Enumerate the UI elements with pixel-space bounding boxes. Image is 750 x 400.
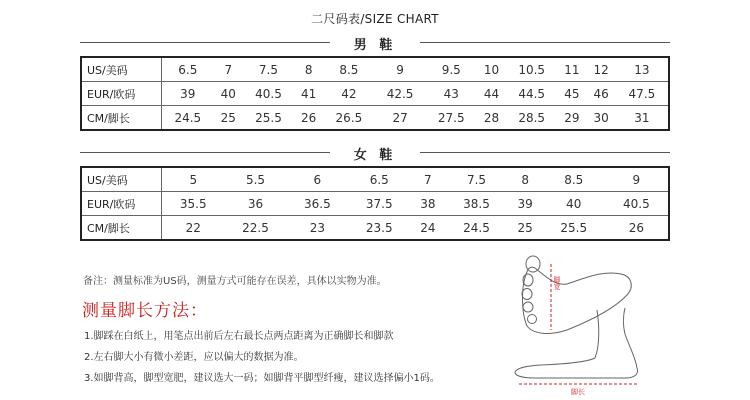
women-size-table (80, 166, 670, 241)
size-cell: 29 (564, 110, 580, 125)
women-heading-label: 女 鞋 (353, 148, 397, 163)
size-cell: 24.5 (463, 220, 490, 235)
measure-steps (84, 326, 440, 389)
size-cell: 25 (517, 220, 533, 235)
size-cell: 37.5 (348, 192, 410, 216)
men-heading-label: 男 鞋 (353, 38, 397, 53)
size-cell: 13 (616, 57, 669, 82)
size-cell: 8.5 (323, 57, 374, 82)
measure-method-title: 测量脚长方法： (82, 301, 208, 321)
size-cell: 42.5 (375, 82, 426, 106)
size-cell: 38 (410, 192, 445, 216)
size-cell: 25 (220, 110, 236, 125)
size-cell: 47.5 (616, 82, 669, 106)
size-cell: 8.5 (543, 167, 605, 192)
size-cell: 22.5 (242, 220, 269, 235)
size-cell: 23 (309, 220, 325, 235)
size-cell: 24 (420, 220, 436, 235)
size-cell: 9 (375, 57, 426, 82)
size-cell: 7.5 (243, 57, 294, 82)
size-cell: 8 (507, 167, 542, 192)
size-cell: 6.5 (162, 57, 214, 82)
step-item: 2.左右脚大小有微小差距，应以偏大的数据为准。 (84, 352, 304, 363)
women-size-row (81, 167, 669, 192)
size-cell: 44.5 (506, 82, 557, 106)
size-cell: 6 (286, 167, 348, 192)
row-header: EUR/欧码 (81, 82, 162, 106)
size-cell: 10 (477, 57, 506, 82)
size-cell: 36 (225, 192, 287, 216)
size-cell: 25.5 (255, 110, 282, 125)
size-cell: 44 (477, 82, 506, 106)
size-cell: 11 (557, 57, 586, 82)
women-size-row (81, 192, 669, 216)
size-cell: 26 (301, 110, 317, 125)
size-cell: 22 (185, 220, 201, 235)
size-cell: 40.5 (605, 192, 669, 216)
size-cell: 10.5 (506, 57, 557, 82)
size-cell: 23.5 (365, 220, 393, 235)
chart-title: 二尺码表/SIZE CHART (311, 12, 439, 26)
size-cell: 46 (587, 82, 616, 106)
step-item: 1.脚踩在白纸上，用笔点出前后左右最长点两点距离为正确脚长和脚款 (84, 331, 394, 342)
size-cell: 5 (162, 167, 225, 192)
size-cell: 9 (605, 167, 669, 192)
divider (420, 152, 670, 153)
size-cell: 30 (593, 110, 609, 125)
size-cell: 39 (162, 82, 214, 106)
size-cell: 40.5 (243, 82, 294, 106)
size-cell: 39 (507, 192, 542, 216)
size-cell: 28 (483, 110, 500, 125)
size-cell: 45 (557, 82, 586, 106)
size-cell: 27.5 (437, 110, 465, 125)
size-cell: 27 (392, 110, 408, 125)
length-label: 脚长 (571, 388, 585, 396)
women-section-heading (80, 144, 670, 163)
foot-measurement-diagram (505, 250, 665, 400)
size-cell: 28.5 (518, 110, 546, 125)
size-cell: 35.5 (162, 192, 225, 216)
width-label: 脚宽 (553, 276, 561, 290)
foot-side-view-icon (515, 308, 638, 378)
size-cell: 40 (214, 82, 243, 106)
row-header: US/美码 (81, 57, 162, 82)
size-cell: 43 (426, 82, 477, 106)
foot-top-view-icon (522, 256, 631, 333)
size-cell: 5.5 (225, 167, 287, 192)
size-cell: 8 (294, 57, 323, 82)
size-cell: 24.5 (174, 110, 202, 125)
size-cell: 6.5 (348, 167, 410, 192)
size-cell: 26.5 (335, 110, 363, 125)
size-cell: 38.5 (446, 192, 508, 216)
men-size-row (81, 57, 669, 82)
size-cell: 31 (634, 110, 650, 125)
size-cell: 7.5 (446, 167, 508, 192)
size-cell: 7 (410, 167, 445, 192)
row-header: US/美码 (81, 167, 162, 192)
size-cell: 12 (587, 57, 616, 82)
size-cell: 42 (323, 82, 374, 106)
size-cell: 25.5 (560, 220, 588, 235)
men-size-row (81, 82, 669, 106)
men-size-table (80, 56, 670, 131)
size-cell: 41 (294, 82, 323, 106)
men-section-heading (80, 34, 670, 53)
size-cell: 40 (543, 192, 605, 216)
size-cell: 7 (214, 57, 243, 82)
row-header: EUR/欧码 (81, 192, 162, 216)
men-size-row (81, 106, 669, 131)
size-cell: 26 (628, 220, 644, 235)
note-text: 备注：测量标准为US码，测量方式可能存在误差，具体以实物为准。 (83, 276, 387, 287)
size-cell: 36.5 (286, 192, 348, 216)
row-header: CM/脚长 (81, 106, 162, 131)
step-item: 3.如脚背高，脚型宽肥，建议选大一码；如脚背平脚型纤瘦，建议选择偏小1码。 (84, 373, 440, 384)
row-header: CM/脚长 (81, 216, 162, 241)
divider (420, 42, 670, 43)
women-size-row (81, 216, 669, 241)
size-cell: 9.5 (426, 57, 477, 82)
